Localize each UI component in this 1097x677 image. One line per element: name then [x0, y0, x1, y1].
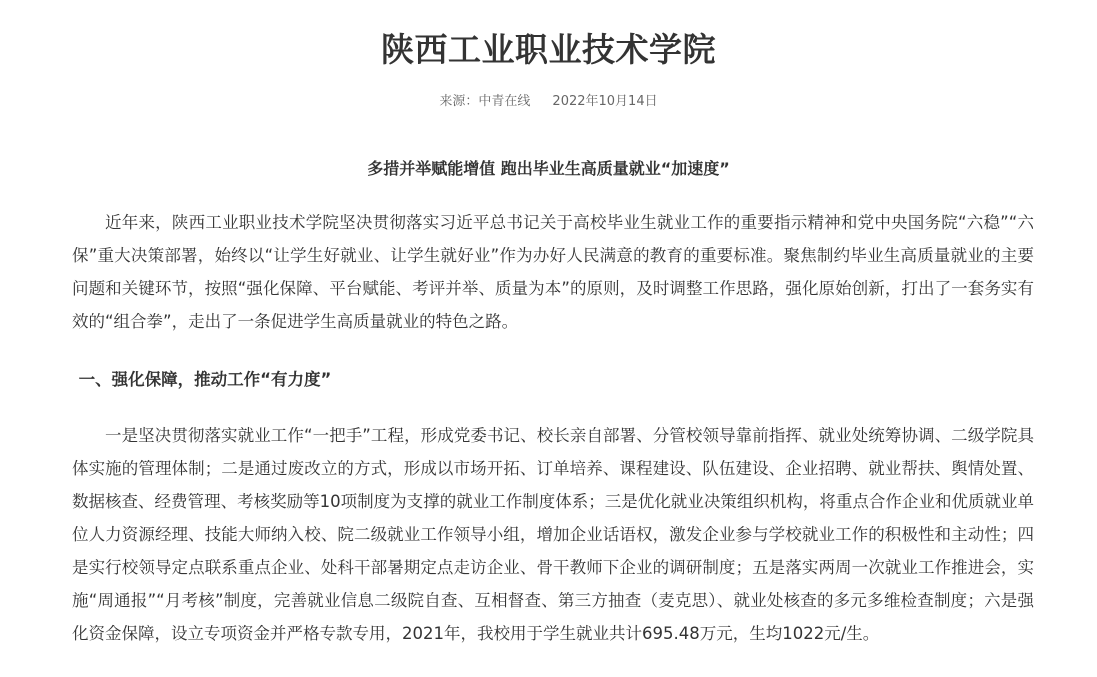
body-paragraph: 一是坚决贯彻落实就业工作“一把手”工程，形成党委书记、校长亲自部署、分管校领导靠前指挥、就业处统筹协调、二级学院具体实施的管理体制；二是通过废改立的方式，形成以市场开拓、订单培养、课程建设、队伍建设、企业招聘、就业帮扶、舆情处置、数据核查、经费管理、考核奖励等10项制度为支撑的就业工作制度体系；三是优化就业决策组织机构，将重点合作企业和优质就业单位人力资源经理、技能大师纳入校、院二级就业工作领导小组，增加企业话语权，激发企业参与学校就业工作的积极性和主动性；四是实行校领导定点联系重点企业、处科干部暑期定点走访企业、骨干教师下企业的调研制度；五是落实两周一次就业工作推进会，实施“周通报”“月考核”制度，完善就业信息二级院自查、互相督查、第三方抽查（麦克思）、就业处核查的多元多维检查制度；六是强化资金保障，设立专项资金并严格专款专用，2021年，我校用于学生就业共计695.48万元，生均1022元/生。: [72, 426, 1034, 643]
article-source: 来源：中青在线: [439, 94, 531, 109]
article-title: 陕西工业职业技术学院: [381, 30, 716, 69]
article-subtitle: 多措并举赋能增值 跑出毕业生高质量就业“加速度”: [367, 159, 730, 178]
article-meta: [0, 92, 1097, 112]
intro-paragraph: 近年来，陕西工业职业技术学院坚决贯彻落实习近平总书记关于高校毕业生就业工作的重要指示精神和党中央国务院“六稳”“六保”重大决策部署，始终以“让学生好就业、让学生就好业”作为办好人民满意的教育的重要标准。聚焦制约毕业生高质量就业的主要问题和关键环节，按照“强化保障、平台赋能、考评并举、质量为本”的原则，及时调整工作思路，强化原始创新，打出了一套务实有效的“组合拳”，走出了一条促进学生高质量就业的特色之路。: [72, 213, 1034, 331]
article-date: 2022年10月14日: [552, 94, 658, 109]
section-heading: 一、强化保障，推动工作“有力度”: [78, 370, 332, 389]
